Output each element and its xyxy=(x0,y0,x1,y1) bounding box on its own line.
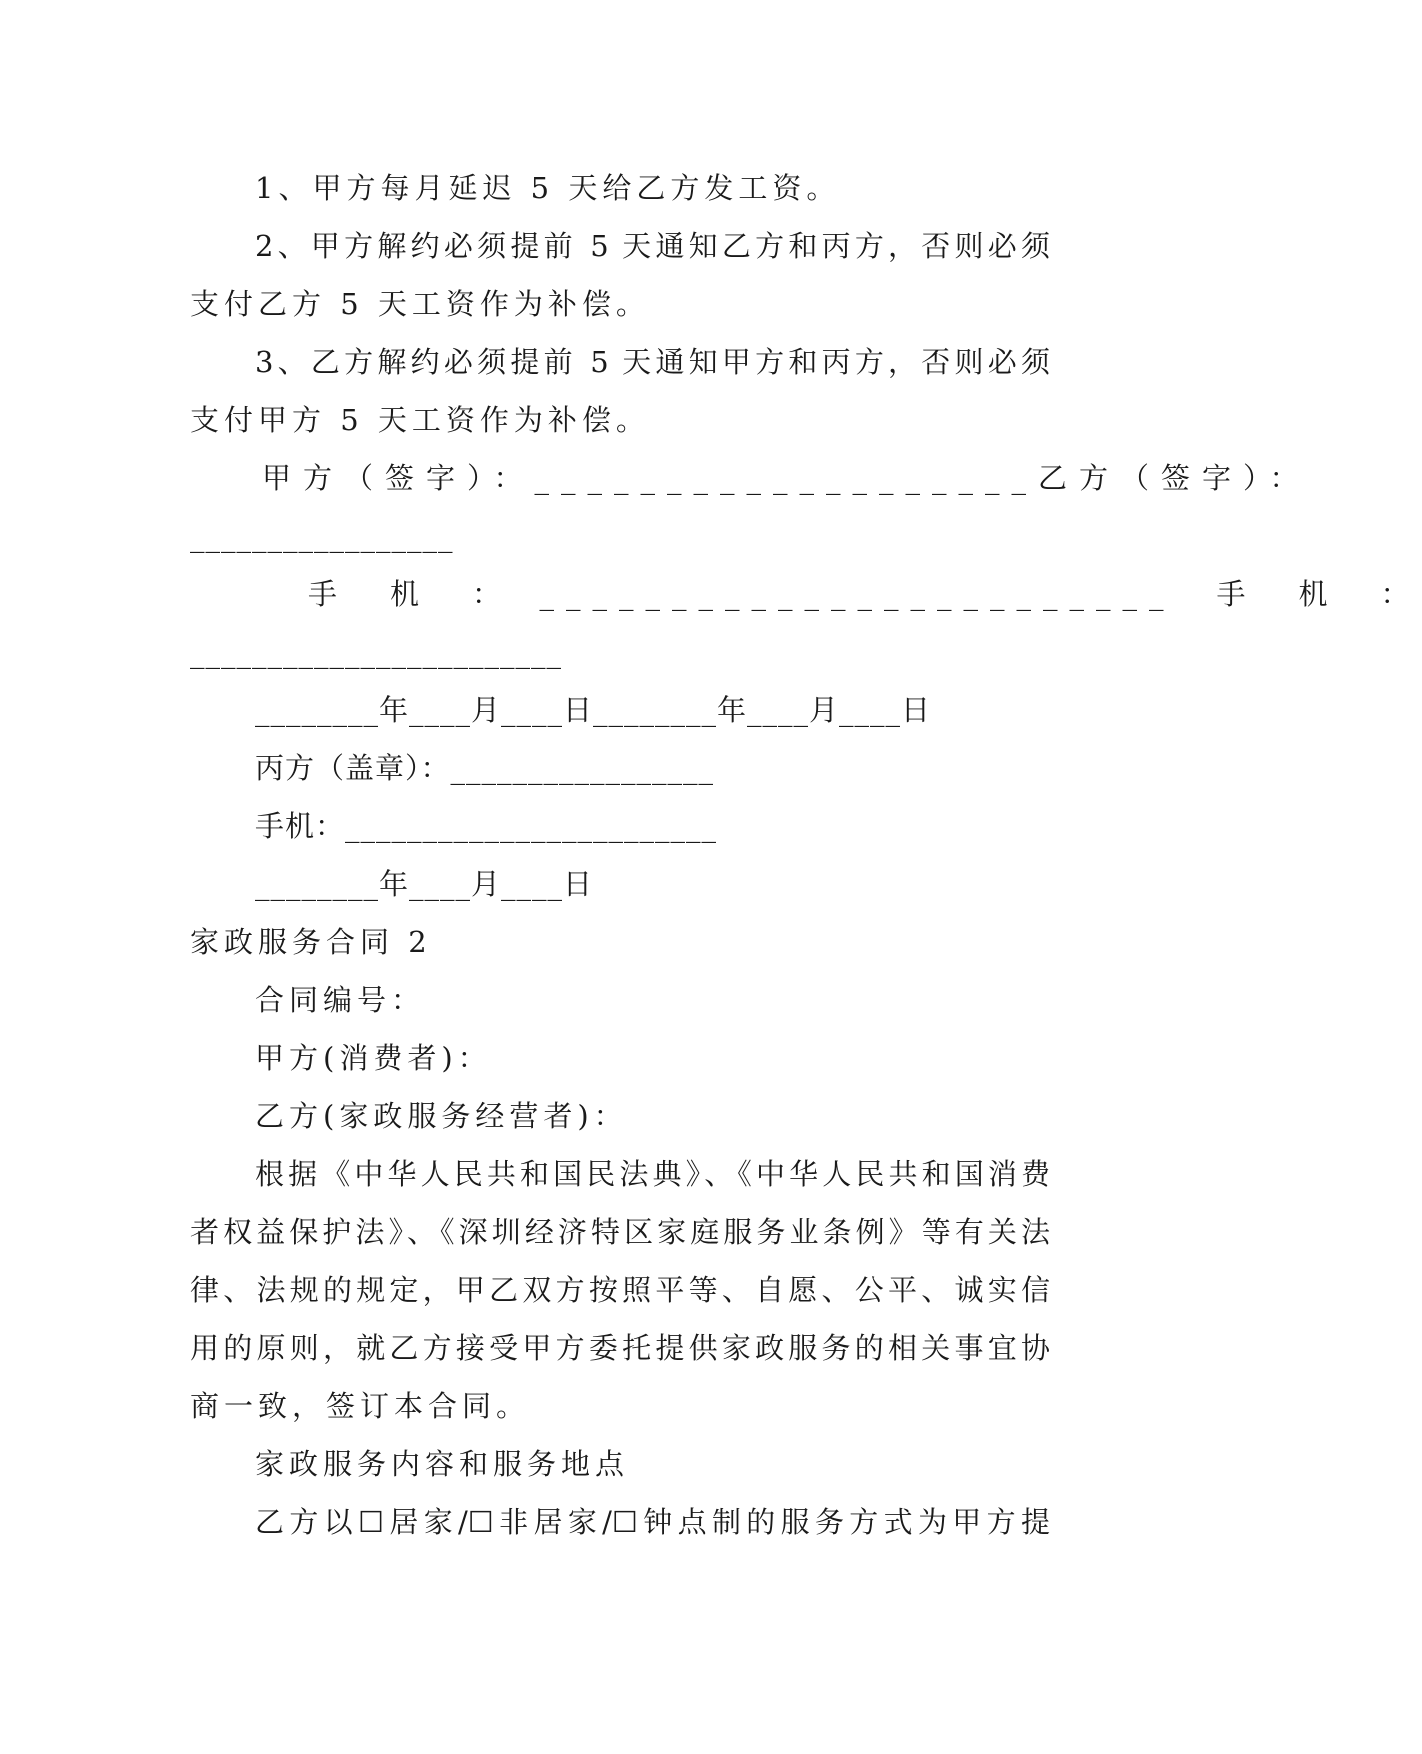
preamble-line-2: 者权益保护法》、《深圳经济特区家庭服务业条例》等有关法 xyxy=(190,1215,1050,1249)
party-a-consumer-label: 甲方(消费者)： xyxy=(255,1041,492,1075)
phone-line-party-a-b: 手 机 ： ________________________ 手 机 ： xyxy=(308,577,1422,611)
party-c-date-line: ________年____月____日 xyxy=(255,867,594,901)
contract-2-title: 家政服务合同 2 xyxy=(190,925,432,959)
party-c-seal-line: 丙方（盖章）：_________________ xyxy=(255,751,715,785)
preamble-line-3: 律、法规的规定，甲乙双方按照平等、自愿、公平、诚实信 xyxy=(190,1273,1050,1307)
preamble-line-1: 根据《中华人民共和国民法典》、《中华人民共和国消费 xyxy=(255,1157,1050,1191)
signature-blank-continuation: _________________ xyxy=(190,519,454,553)
contract-number-label: 合同编号： xyxy=(255,983,426,1017)
service-mode-line: 乙方以☐居家/☐非居家/☐钟点制的服务方式为甲方提 xyxy=(255,1505,1050,1539)
clause-3-line-1: 3、乙方解约必须提前 5 天通知甲方和丙方，否则必须 xyxy=(255,345,1050,379)
preamble-line-5: 商一致，签订本合同。 xyxy=(190,1389,531,1423)
clause-2-line-2: 支付乙方 5 天工资作为补偿。 xyxy=(190,287,650,321)
date-line-party-a-b: ________年____月____日________年____月____日 xyxy=(255,693,932,727)
clause-3-line-2: 支付甲方 5 天工资作为补偿。 xyxy=(190,403,650,437)
clause-1: 1、甲方每月延迟 5 天给乙方发工资。 xyxy=(255,171,841,205)
party-c-phone-line: 手机：________________________ xyxy=(255,809,718,843)
party-b-operator-label: 乙方(家政服务经营者)： xyxy=(255,1099,628,1133)
signature-line-party-a-b: 甲方（签字）：___________________乙方（签字）： xyxy=(262,461,1311,495)
phone-blank-continuation: ________________________ xyxy=(190,635,562,669)
preamble-line-4: 用的原则，就乙方接受甲方委托提供家政服务的相关事宜协 xyxy=(190,1331,1050,1365)
clause-2-line-1: 2、甲方解约必须提前 5 天通知乙方和丙方，否则必须 xyxy=(255,229,1050,263)
section-heading-service-content: 家政服务内容和服务地点 xyxy=(255,1447,630,1481)
